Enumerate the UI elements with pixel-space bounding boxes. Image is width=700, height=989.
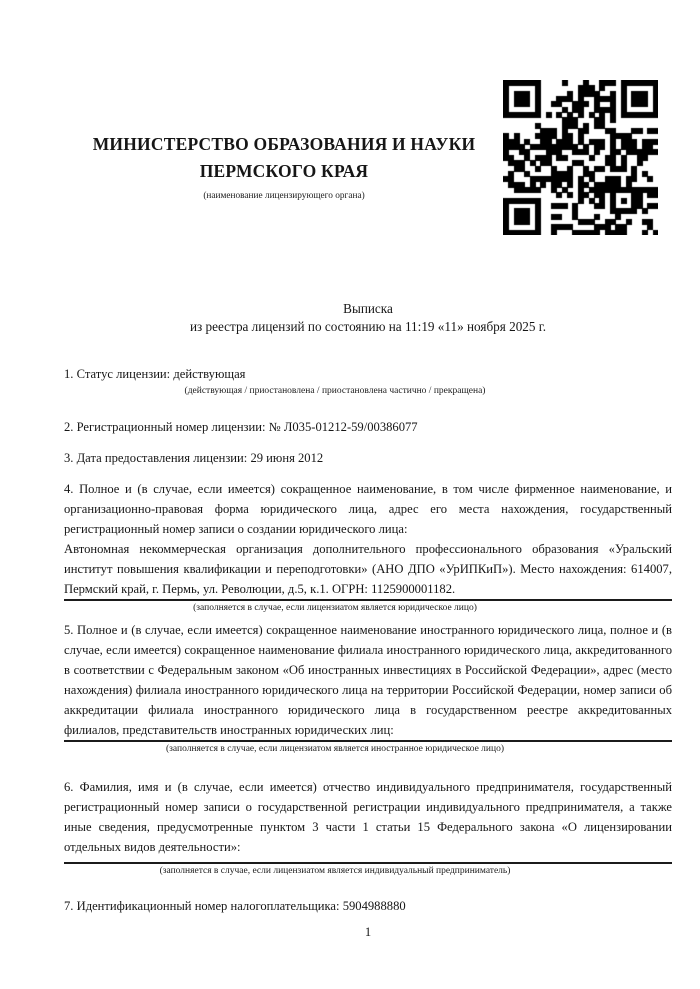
document-body — [64, 300, 672, 916]
entrepreneur-fill-line — [64, 862, 672, 864]
item-foreign-entity-question: 5. Полное и (в случае, если имеется) сокращенное наименование иностранного юридического лица, полное и (в случае, если имеется) сокращенное наименование филиала иностранного юридического лица, аккредитованного в соответствии с Федеральным законом «Об иностранных инвестициях в Российской Федерации», адрес (место нахождения) филиала иностранного юридического лица на территории Российской Федерации, номер записи об аккредитации филиала иностранного юридического лица в государственном реестре аккредитованных филиалов, представительств иностранных юридических лиц: — [64, 623, 672, 737]
registration-number-label: 2. Регистрационный номер лицензии: — [64, 420, 269, 434]
document-title-line1: Выписка — [343, 301, 393, 316]
ministry-name-line2: ПЕРМСКОГО КРАЯ — [199, 161, 369, 181]
item-grant-date — [64, 448, 672, 468]
legal-entity-caption: (заполняется в случае, если лицензиатом является юридическое лицо) — [193, 603, 477, 613]
entrepreneur-caption: (заполняется в случае, если лицензиатом является индивидуальный предприниматель) — [159, 866, 511, 876]
grant-date-value: 29 июня 2012 — [250, 451, 324, 465]
grant-date-label: 3. Дата предоставления лицензии: — [64, 451, 251, 465]
item-legal-entity-question: 4. Полное и (в случае, если имеется) сокращенное наименование, в том числе фирменное наименование, и организационно-правовая форма юридического лица, адрес его места нахождения, государственный регистрационный номер записи о создании юридического лица: — [64, 482, 672, 536]
item-license-status — [64, 364, 672, 384]
qr-code — [503, 80, 658, 235]
ministry-name-line1: МИНИСТЕРСТВО ОБРАЗОВАНИЯ И НАУКИ — [92, 134, 476, 154]
foreign-entity-caption: (заполняется в случае, если лицензиатом является иностранное юридическое лицо) — [166, 744, 504, 754]
legal-entity-fill-line — [64, 599, 672, 601]
item-registration-number — [64, 417, 672, 437]
page-number: 1 — [364, 925, 372, 939]
license-status-label: 1. Статус лицензии: — [64, 367, 174, 381]
document-title — [64, 300, 672, 336]
document-title-line2: из реестра лицензий по состоянию на 11:19 «11» ноября 2025 г. — [189, 319, 547, 334]
taxpayer-number-label: 7. Идентификационный номер налогоплательщика: — [64, 899, 343, 913]
license-status-options-caption: (действующая / приостановлена / приостановлена частично / прекращена) — [184, 386, 486, 396]
taxpayer-number-value: 5904988880 — [342, 899, 406, 913]
item-entrepreneur-question: 6. Фамилия, имя и (в случае, если имеется) отчество индивидуального предпринимателя, государственный регистрационный номер записи о государственной регистрации индивидуального предпринимателя, а также иные сведения, предусмотренные пунктом 3 части 1 статьи 15 Федерального закона «О лицензировании отдельных видов деятельности»: — [64, 780, 672, 854]
licensing-authority-caption: (наименование лицензирующего органа) — [203, 191, 365, 201]
licensing-authority-header — [62, 131, 506, 202]
item-taxpayer-number — [64, 896, 672, 916]
license-status-value: действующая — [173, 367, 246, 381]
legal-entity-value: Автономная некоммерческая организация дополнительного профессионального образования «Уральский институт повышения квалификации и переподготовки» (АНО ДПО «УрИПКиП»). Место нахождения: 614007, Пермский край, г. Пермь, ул. Революции, д.5, к.1. ОГРН: 1125900001182. — [64, 542, 672, 596]
registration-number-value: № Л035-01212-59/00386077 — [268, 420, 418, 434]
foreign-entity-fill-line — [64, 740, 672, 742]
